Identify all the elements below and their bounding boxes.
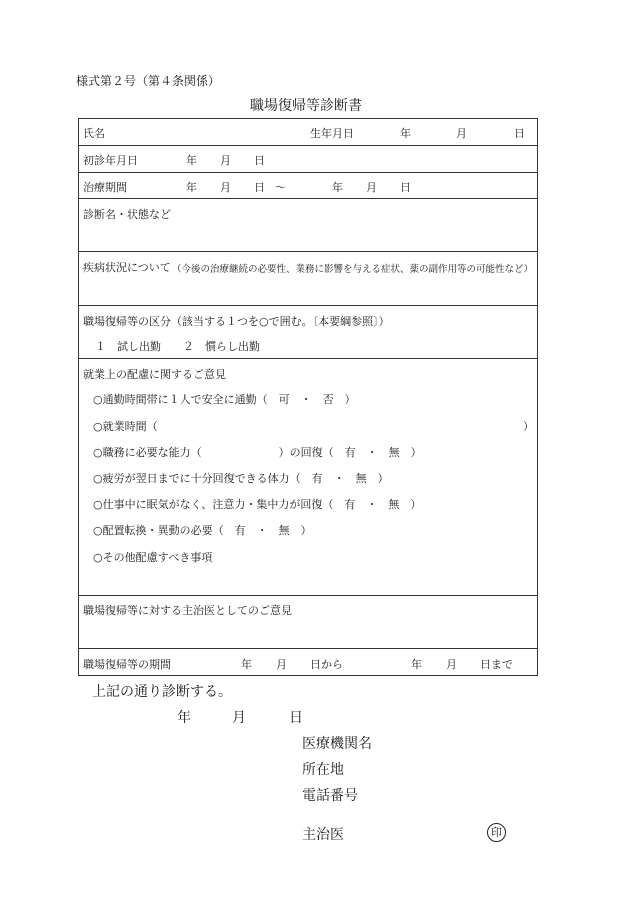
treatment-end-year-label: 年 <box>332 181 343 194</box>
treatment-start-year-label: 年 <box>186 181 197 194</box>
treatment-end-month-label: 月 <box>366 181 377 194</box>
return-type-options: １ 試し出勤 ２ 慣らし出勤 <box>95 340 260 353</box>
other-considerations-item: ○その他配慮すべき事項 <box>93 551 213 564</box>
issue-month-label: 月 <box>232 710 246 726</box>
working-hours-item: ○就業時間（ <box>93 420 158 433</box>
return-until-label: 日まで <box>480 658 513 671</box>
first-visit-label: 初診年月日 <box>83 154 138 167</box>
reassignment-item: ○配置転換・異動の必要（ 有 ・ 無 ） <box>93 524 312 537</box>
issue-day-label: 日 <box>289 710 303 726</box>
job-ability-item: ○職務に必要な能力（ ）の回復（ 有 ・ 無 ） <box>93 446 422 459</box>
row-divider <box>78 145 538 146</box>
commute-item: ○通勤時間帯に１人で安全に通勤（ 可 ・ 否 ） <box>93 393 356 406</box>
diagnosis-statement: 上記の通り診断する。 <box>92 684 232 700</box>
condition-note: （今後の治療継続の必要性、業務に影響を与える症状、薬の副作用等の可能性など） <box>172 264 534 275</box>
row-divider <box>78 595 538 596</box>
doctor-label: 主治医 <box>302 827 344 843</box>
condition-label: 疾病状況について <box>83 261 171 274</box>
first-visit-month-label: 月 <box>220 154 231 167</box>
treatment-start-month-label: 月 <box>220 181 231 194</box>
treatment-period-label: 治療期間 <box>83 181 127 194</box>
return-end-year-label: 年 <box>411 658 422 671</box>
considerations-label: 就業上の配慮に関するご意見 <box>83 368 226 381</box>
return-period-label: 職場復帰等の期間 <box>83 658 171 671</box>
return-type-label: 職場復帰等の区分（該当する１つを○で囲む。〔本要綱参照〕） <box>83 315 390 328</box>
diagnosis-label: 診断名・状態など <box>83 208 171 221</box>
attention-recovery-item: ○仕事中に眠気がなく、注意力・集中力が回復（ 有 ・ 無 ） <box>93 498 422 511</box>
first-visit-day-label: 日 <box>254 154 265 167</box>
seal-mark: 印 <box>487 823 506 842</box>
name-label: 氏名 <box>83 127 105 140</box>
row-divider <box>78 648 538 649</box>
treatment-end-day-label: 日 <box>400 181 411 194</box>
page-title: 職場復帰等診断書 <box>250 98 362 114</box>
form-number: 様式第２号（第４条関係） <box>76 74 221 88</box>
phone-label: 電話番号 <box>302 788 358 804</box>
working-hours-close-paren: ） <box>523 420 534 433</box>
birth-day-label: 日 <box>514 127 525 140</box>
row-divider <box>78 198 538 199</box>
institution-label: 医療機関名 <box>302 736 372 752</box>
return-start-year-label: 年 <box>241 658 252 671</box>
address-label: 所在地 <box>302 762 344 778</box>
first-visit-year-label: 年 <box>186 154 197 167</box>
birth-month-label: 月 <box>456 127 467 140</box>
fatigue-recovery-item: ○疲労が翌日までに十分回復できる体力（ 有 ・ 無 ） <box>93 472 389 485</box>
doctor-opinion-label: 職場復帰等に対する主治医としてのご意見 <box>83 604 292 617</box>
return-from-label: 日から <box>310 658 343 671</box>
birth-date-label: 生年月日 <box>310 127 354 140</box>
return-end-month-label: 月 <box>446 658 457 671</box>
birth-year-label: 年 <box>400 127 411 140</box>
row-divider <box>78 358 538 359</box>
row-divider <box>78 251 538 252</box>
row-divider <box>78 172 538 173</box>
issue-year-label: 年 <box>177 710 191 726</box>
treatment-start-day-label: 日 <box>254 181 265 194</box>
return-start-month-label: 月 <box>276 658 287 671</box>
row-divider <box>78 305 538 306</box>
treatment-range-tilde: ～ <box>275 181 286 194</box>
